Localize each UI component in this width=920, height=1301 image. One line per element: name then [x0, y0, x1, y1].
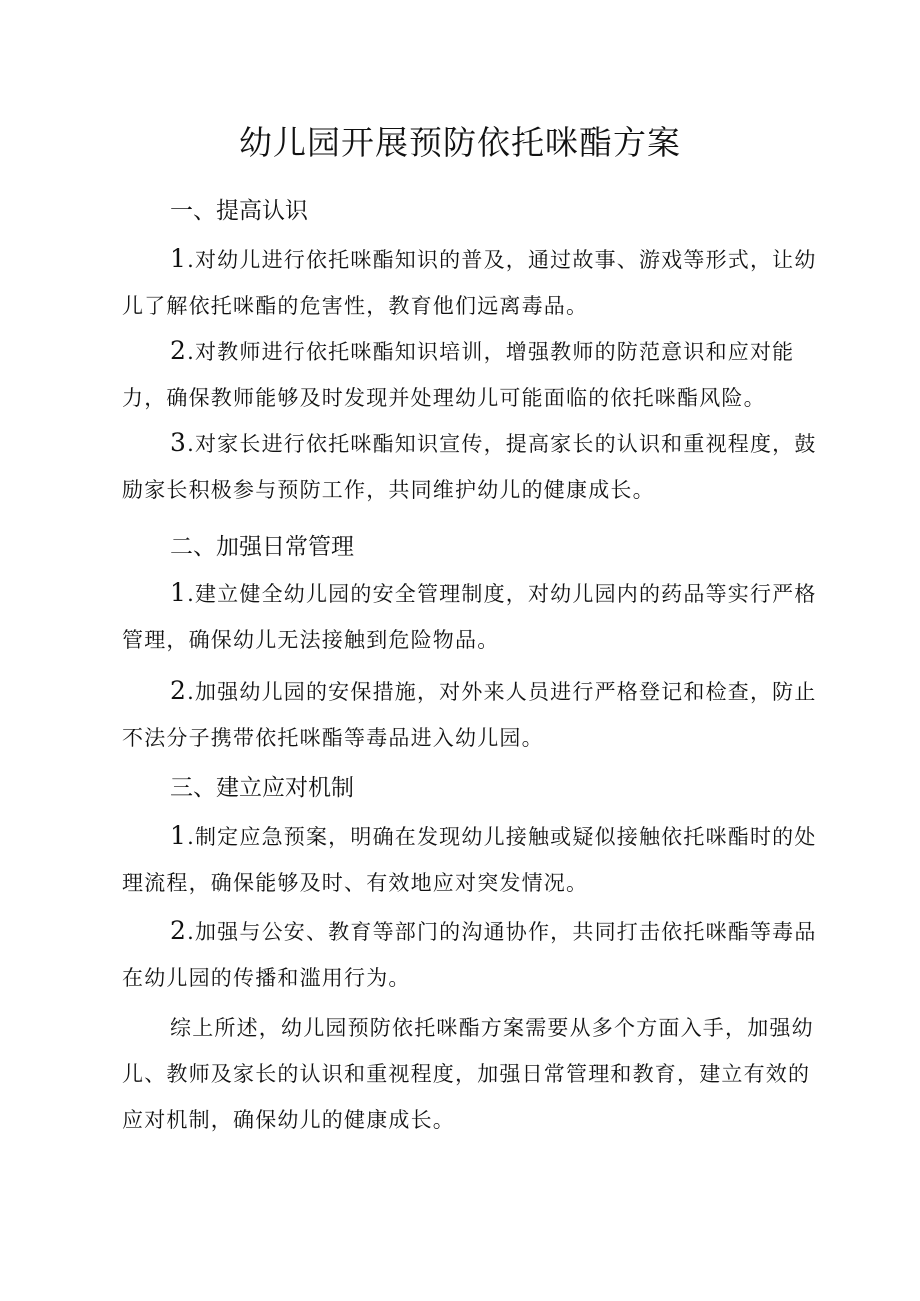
item-number: 3 — [170, 428, 188, 457]
section-heading-2: 二、加强日常管理 — [170, 534, 354, 560]
section-heading-3: 三、建立应对机制 — [170, 775, 354, 801]
item-text: .对幼儿进行依托咪酯知识的普及，通过故事、游戏等形式，让幼儿了解依托咪酯的危害性，教育他们远离毒品。 — [122, 248, 817, 318]
item-number: 2 — [170, 336, 188, 365]
conclusion-paragraph — [122, 1005, 822, 1143]
item-text: .对教师进行依托咪酯知识培训，增强教师的防范意识和应对能力，确保教师能够及时发现并处理幼儿可能面临的依托咪酯风险。 — [122, 340, 795, 410]
conclusion-text: 综上所述，幼儿园预防依托咪酯方案需要从多个方面入手，加强幼儿、教师及家长的认识和重视程度，加强日常管理和教育，建立有效的应对机制，确保幼儿的健康成长。 — [122, 1016, 814, 1132]
item-number: 1 — [170, 821, 188, 850]
item-number: 1 — [170, 244, 188, 273]
item-text: .对家长进行依托咪酯知识宣传，提高家长的认识和重视程度，鼓励家长积极参与预防工作，共同维护幼儿的健康成长。 — [122, 432, 817, 502]
section-2-item-1 — [122, 570, 822, 663]
item-number: 2 — [170, 676, 188, 705]
item-text: .加强幼儿园的安保措施，对外来人员进行严格登记和检查，防止不法分子携带依托咪酯等毒品进入幼儿园。 — [122, 680, 817, 750]
section-1-item-3 — [122, 420, 822, 513]
section-3-item-1 — [122, 813, 822, 906]
item-text: .加强与公安、教育等部门的沟通协作，共同打击依托咪酯等毒品在幼儿园的传播和滥用行为。 — [122, 920, 817, 990]
section-2-item-2 — [122, 668, 822, 761]
section-3-item-2 — [122, 908, 822, 1001]
section-1-item-2 — [122, 328, 822, 421]
item-number: 1 — [170, 578, 188, 607]
section-1-item-1 — [122, 236, 822, 329]
document-title: 幼儿园开展预防依托咪酯方案 — [239, 123, 681, 162]
item-text: .制定应急预案，明确在发现幼儿接触或疑似接触依托咪酯时的处理流程，确保能够及时、有效地应对突发情况。 — [122, 825, 817, 895]
item-text: .建立健全幼儿园的安全管理制度，对幼儿园内的药品等实行严格管理，确保幼儿无法接触到危险物品。 — [122, 582, 817, 652]
item-number: 2 — [170, 916, 188, 945]
section-heading-1: 一、提高认识 — [170, 198, 308, 224]
